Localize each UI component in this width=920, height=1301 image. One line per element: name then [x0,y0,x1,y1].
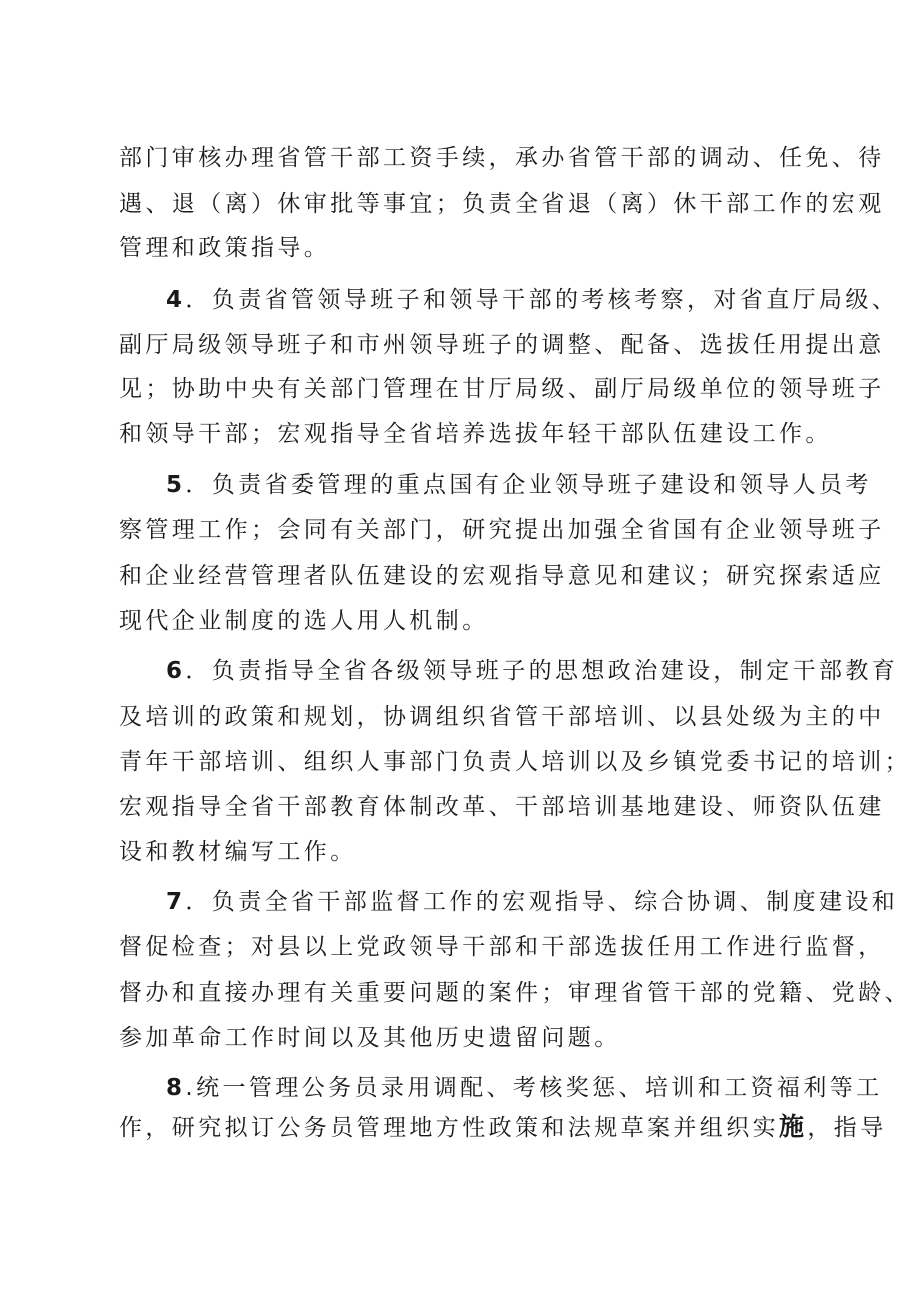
item-4-line-2: 副厅局级领导班子和市州领导班子的调整、配备、选拔任用提出意 [119,332,885,358]
item-5-number: 5 [166,472,186,498]
intro-line-1: 部门审核办理省管干部工资手续，承办省管干部的调动、任免、待 [119,145,885,171]
item-4-line-1: 4．负责省管领导班子和领导干部的考核考察，对省直厅局级、 [166,287,899,313]
item-4-line-4: 和领导干部；宏观指导全省培养选拔年轻干部队伍建设工作。 [119,421,832,447]
intro-line-2: 遇、退（离）休审批等事宜；负责全省退（离）休干部工作的宏观 [119,191,885,217]
item-6-line-3: 青年干部培训、组织人事部门负责人培训以及乡镇党委书记的培训； [119,749,911,775]
item-7-line-3: 督办和直接办理有关重要问题的案件；审理省管干部的党籍、党龄、 [119,980,911,1006]
item-8-emphasis-char: 施 [779,1112,808,1141]
intro-line-3: 管理和政策指导。 [119,235,331,261]
item-8-line-1: 8.统一管理公务员录用调配、考核奖惩、培训和工资福利等工 [166,1075,883,1101]
item-7-line-1: 7．负责全省干部监督工作的宏观指导、综合协调、制度建设和 [166,889,899,915]
item-7-number: 7 [166,889,186,915]
item-6-line-2: 及培训的政策和规划，协调组织省管干部培训、以县处级为主的中 [119,704,885,730]
item-5-line-1: 5．负责省委管理的重点国有企业领导班子建设和领导人员考 [166,472,872,498]
item-6-line-5: 设和教材编写工作。 [119,839,357,865]
item-7-line-2: 督促检查；对县以上党政领导干部和干部选拔任用工作进行监督， [119,934,885,960]
item-6-line-4: 宏观指导全省干部教育体制改革、干部培训基地建设、师资队伍建 [119,794,885,820]
item-7-line-4: 参加革命工作时间以及其他历史遗留问题。 [119,1025,621,1051]
item-4-number: 4 [166,287,186,313]
item-6-line-1: 6．负责指导全省各级领导班子的思想政治建设，制定干部教育 [166,658,899,684]
item-8-line-2: 作，研究拟订公务员管理地方性政策和法规草案并组织实施，指导 [119,1112,887,1141]
item-5-line-3: 和企业经营管理者队伍建设的宏观指导意见和建议；研究探索适应 [119,563,885,589]
item-8-number: 8 [166,1075,186,1101]
item-4-line-3: 见；协助中央有关部门管理在甘厅局级、副厅局级单位的领导班子 [119,376,885,402]
item-5-line-2: 察管理工作；会同有关部门，研究提出加强全省国有企业领导班子 [119,517,885,543]
item-5-line-4: 现代企业制度的选人用人机制。 [119,608,489,634]
item-6-number: 6 [166,658,186,684]
